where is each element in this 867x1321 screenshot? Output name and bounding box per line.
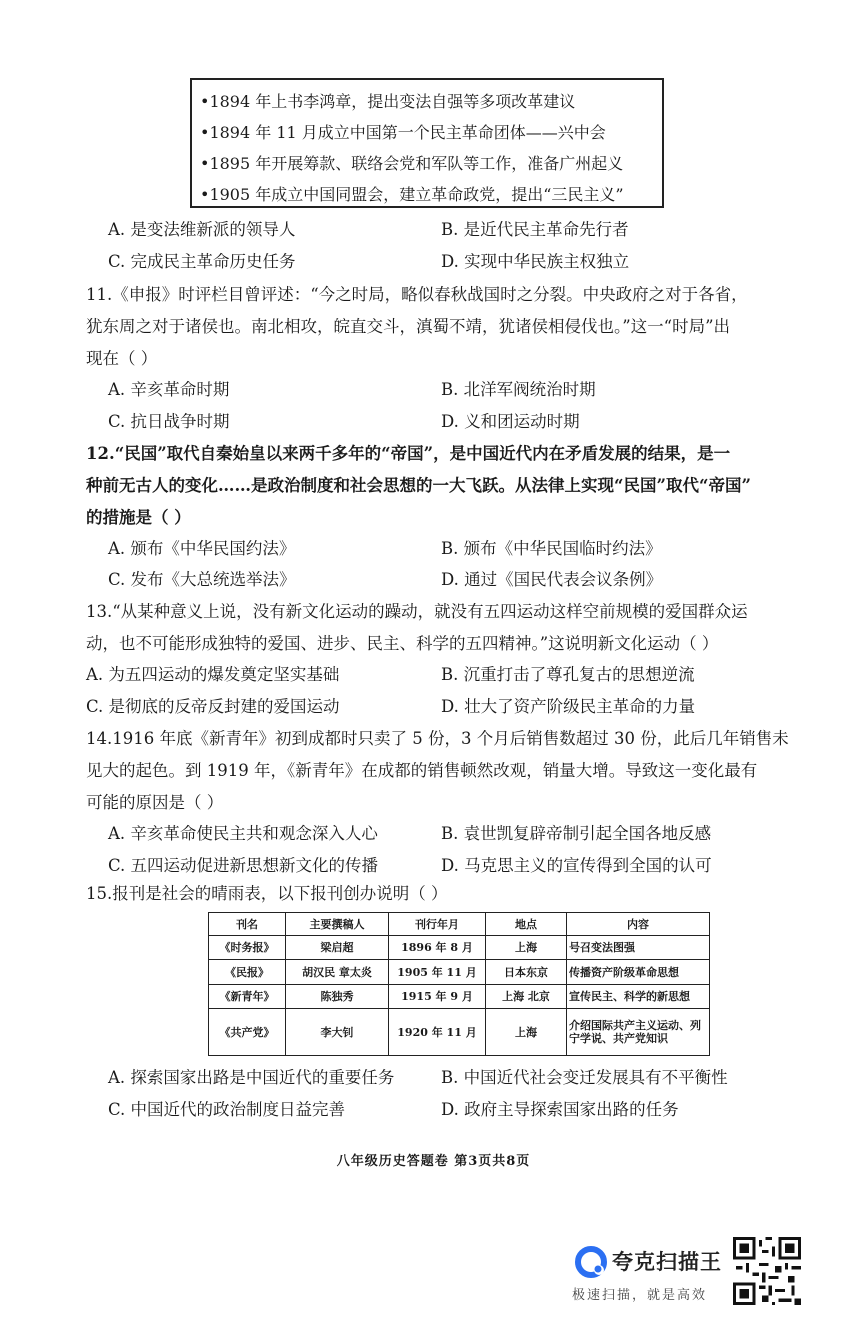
q14-option-a[interactable]: A. 辛亥革命使民主共和观念深入人心: [108, 824, 378, 843]
q11-option-b[interactable]: B. 北洋军阀统治时期: [441, 380, 596, 399]
q11-option-a[interactable]: A. 辛亥革命时期: [108, 380, 230, 399]
q13-option-a[interactable]: A. 为五四运动的爆发奠定坚实基础: [86, 665, 340, 684]
q11-option-d[interactable]: D. 义和团运动时期: [441, 412, 580, 431]
table-row: [209, 936, 710, 960]
table-cell: 宣传民主、科学的新思想: [567, 984, 710, 1008]
material-line: •1894 年 11 月成立中国第一个民主革命团体——兴中会: [200, 123, 606, 142]
q12-stem-line: 12.“民国”取代自秦始皇以来两千多年的“帝国”，是中国近代内在矛盾发展的结果，是一: [86, 444, 731, 463]
q14-option-b[interactable]: B. 袁世凯复辟帝制引起全国各地反感: [441, 824, 712, 843]
q12-stem-line: 的措施是（ ）: [86, 508, 191, 527]
q10-option-a[interactable]: A. 是变法维新派的领导人: [108, 220, 296, 239]
q15-option-a[interactable]: A. 探索国家出路是中国近代的重要任务: [108, 1068, 395, 1087]
q14-option-d[interactable]: D. 马克思主义的宣传得到全国的认可: [441, 856, 712, 875]
table-cell: 1920 年 11 月: [389, 1009, 486, 1056]
q14-stem-line: 可能的原因是（ ）: [86, 793, 224, 812]
table-cell: 日本东京: [486, 960, 567, 984]
q11-stem-line: 犹东周之对于诸侯也。南北相攻，皖直交斗，滇蜀不靖，犹诸侯相侵伐也。”这一“时局”出: [86, 317, 731, 336]
q13-option-b[interactable]: B. 沉重打击了尊孔复古的思想逆流: [441, 665, 695, 684]
q15-option-b[interactable]: B. 中国近代社会变迁发展具有不平衡性: [441, 1068, 728, 1087]
table-row: [209, 984, 710, 1008]
table-cell: 上海: [486, 936, 567, 960]
table-cell: 《新青年》: [209, 984, 286, 1008]
q12-stem-line: 种前无古人的变化……是政治制度和社会思想的一大飞跃。从法律上实现“民国”取代“帝国”: [86, 476, 751, 495]
table-cell: 1896 年 8 月: [389, 936, 486, 960]
table-header-cell: 地点: [486, 913, 567, 936]
q12-option-c[interactable]: C. 发布《大总统选举法》: [108, 570, 296, 589]
q15-option-c[interactable]: C. 中国近代的政治制度日益完善: [108, 1100, 346, 1119]
table-cell: 上海: [486, 1009, 567, 1056]
q10-option-c[interactable]: C. 完成民主革命历史任务: [108, 252, 296, 271]
table-header-cell: 刊行年月: [389, 913, 486, 936]
q11-stem-line: 11.《申报》时评栏目曾评述：“今之时局，略似春秋战国时之分裂。中央政府之对于各省，: [86, 285, 748, 304]
q13-option-d[interactable]: D. 壮大了资产阶级民主革命的力量: [441, 697, 696, 716]
q10-option-b[interactable]: B. 是近代民主革命先行者: [441, 220, 629, 239]
table-cell: 1905 年 11 月: [389, 960, 486, 984]
q15-option-d[interactable]: D. 政府主导探索国家出路的任务: [441, 1100, 679, 1119]
table-cell: 1915 年 9 月: [389, 984, 486, 1008]
q14-stem-line: 见大的起色。到 1919 年，《新青年》在成都的销售顿然改观，销量大增。导致这一变化最有: [86, 761, 758, 780]
table-header-row: [209, 913, 710, 936]
table-row: [209, 1009, 710, 1056]
q15-stem-line: 15.报刊是社会的晴雨表，以下报刊创办说明（ ）: [86, 884, 448, 903]
qr-code-icon: [733, 1237, 801, 1305]
table-cell: 《民报》: [209, 960, 286, 984]
table-cell: 陈独秀: [286, 984, 389, 1008]
q11-option-c[interactable]: C. 抗日战争时期: [108, 412, 230, 431]
table-header-cell: 主要撰稿人: [286, 913, 389, 936]
q12-option-a[interactable]: A. 颁布《中华民国约法》: [108, 539, 296, 558]
watermark-slogan: 极速扫描，就是高效: [572, 1288, 708, 1303]
q12-option-b[interactable]: B. 颁布《中华民国临时约法》: [441, 539, 662, 558]
table-cell: 《时务报》: [209, 936, 286, 960]
table-row: [209, 960, 710, 984]
table-cell: 号召变法图强: [567, 936, 710, 960]
table-cell: 传播资产阶级革命思想: [567, 960, 710, 984]
q13-option-c[interactable]: C. 是彻底的反帝反封建的爱国运动: [86, 697, 340, 716]
table-cell: 梁启超: [286, 936, 389, 960]
q14-option-c[interactable]: C. 五四运动促进新思想新文化的传播: [108, 856, 379, 875]
watermark-app-name: 夸克扫描王: [612, 1250, 722, 1274]
table-cell: 《共产党》: [209, 1009, 286, 1056]
material-box: [190, 78, 664, 208]
table-cell: 介绍国际共产主义运动、列宁学说、共产党知识: [567, 1009, 710, 1056]
newspaper-table: [208, 912, 710, 1056]
table-cell: 胡汉民 章太炎: [286, 960, 389, 984]
page-footer: 八年级历史答题卷 第3页共8页: [336, 1154, 531, 1169]
material-line: •1905 年成立中国同盟会，建立革命政党，提出“三民主义”: [200, 185, 624, 204]
table-header-cell: 刊名: [209, 913, 286, 936]
q13-stem-line: 动，也不可能形成独特的爱国、进步、民主、科学的五四精神。”这说明新文化运动（ ）: [86, 634, 719, 653]
q11-stem-line: 现在（ ）: [86, 349, 158, 368]
q13-stem-line: 13.“从某种意义上说，没有新文化运动的躁动，就没有五四运动这样空前规模的爱国群众运: [86, 602, 748, 621]
q10-option-d[interactable]: D. 实现中华民族主权独立: [441, 252, 630, 271]
quark-logo-icon: [574, 1245, 608, 1279]
table-header-cell: 内容: [567, 913, 710, 936]
q12-option-d[interactable]: D. 通过《国民代表会议条例》: [441, 570, 663, 589]
table-cell: 李大钊: [286, 1009, 389, 1056]
table-cell: 上海 北京: [486, 984, 567, 1008]
material-line: •1894 年上书李鸿章，提出变法自强等多项改革建议: [200, 92, 576, 111]
q14-stem-line: 14.1916 年底《新青年》初到成都时只卖了 5 份，3 个月后销售数超过 30 份，此后几年销售未: [86, 729, 789, 748]
material-line: •1895 年开展筹款、联络会党和军队等工作，准备广州起义: [200, 154, 624, 173]
